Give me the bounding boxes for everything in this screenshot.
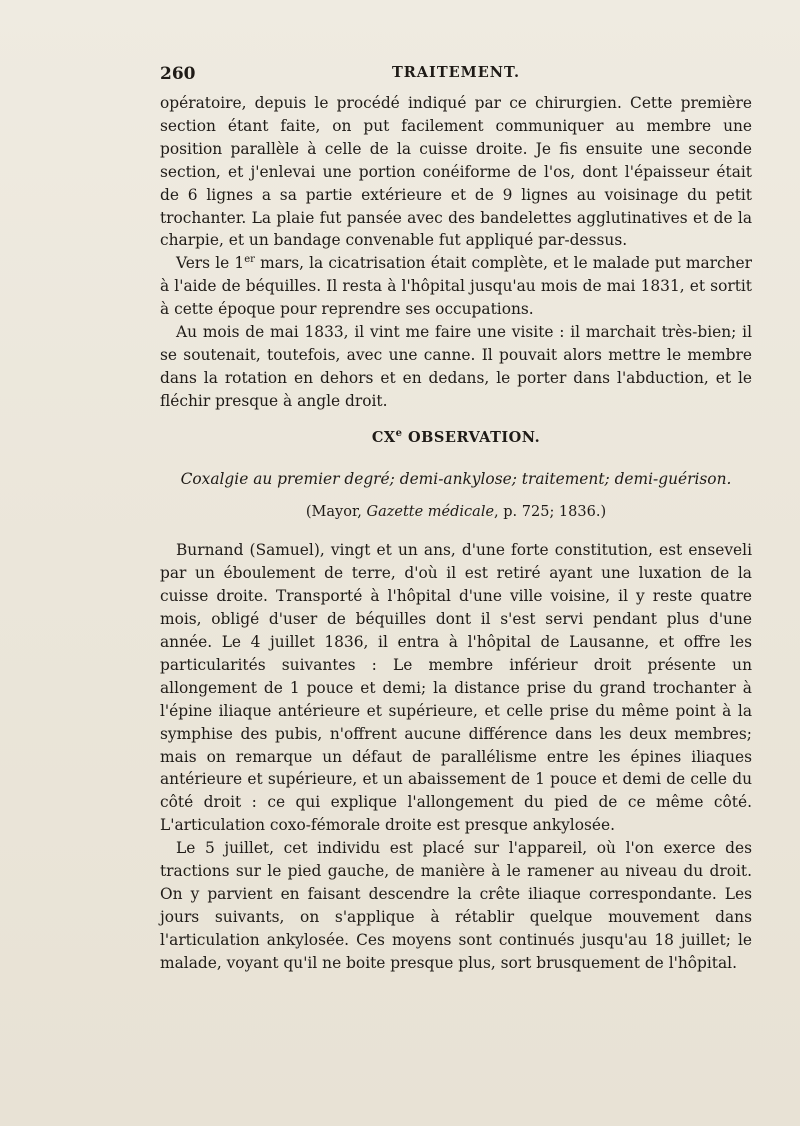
page-number: 260 (160, 64, 196, 84)
heading-label: OBSERVATION. (402, 428, 541, 446)
observation-heading (160, 427, 752, 450)
running-head: TRAITEMENT. (391, 64, 521, 81)
paragraph-cicatrisation (160, 252, 752, 321)
paragraph-treatment: Le 5 juillet, cet individu est placé sur l'appareil, où l'on exerce des tractions sur le pied gauche, de manière à le ramener au niveau du droit. On y parvient en faisant descendre la crête iliaque correspondante. Les jours suivants, on s'applique à rétablir quelque mouvement dans l'articulation ankylosée. Ces moyens sont continués jusqu'au 18 juillet; le malade, voyant qu'il ne boite presque plus, sort brusquement de l'hôpital. (160, 839, 752, 972)
superscript: er (244, 254, 255, 266)
page-body (160, 92, 752, 975)
paragraph-text: mars, la cicatrisation était complète, et le malade put marcher à l'aide de béquilles. Il resta à l'hôpital jusqu'au mois de mai 1831, et sortit à cette époque pour reprendre ses occupations. (160, 254, 752, 319)
observation-subtitle: Coxalgie au premier degré; demi-ankylose; traitement; demi-guérison. (180, 469, 732, 488)
paragraph-case: Burnand (Samuel), vingt et un ans, d'une forte constitution, est enseveli par un éboulement de terre, d'où il est retiré ayant une luxation de la cuisse droite. Transporté à l'hôpital d'une ville voisine, il y reste quatre mois, obligé d'user de béquilles dont il s'est servi pendant plus d'une année. Le 4 juillet 1836, il entra à l'hôpital de Lausanne, et offre les particularités suivantes : Le membre inférieur droit présente un allongement de 1 pouce et demi; la distance prise du grand trochanter à l'épine iliaque antérieure et supérieure, et celle prise du même point à la symphise des pubis, n'offrent aucune différence dans les deux membres; mais on remarque un défaut de parallélisme entre les épines iliaques antérieure et supérieure, et un abaissement de 1 pouce et demi de celle du côté droit : ce qui explique l'allongement du pied de ce même côté. L'articulation coxo-fémorale droite est presque ankylosée. (160, 541, 752, 835)
source-author: (Mayor, (305, 503, 367, 520)
heading-superscript: e (395, 427, 403, 439)
paragraph-text: Vers le 1 (176, 254, 245, 273)
paragraph-visit: Au mois de mai 1833, il vint me faire une visite : il marchait très-bien; il se soutenait, toutefois, avec une canne. Il pouvait alors mettre le membre dans la rotation en dehors et en dedans, le porter dans l'abduction, et le fléchir presque à angle droit. (160, 323, 752, 410)
source-journal: Gazette médicale (366, 503, 495, 520)
source-reference: , p. 725; 1836.) (494, 503, 607, 520)
page-header (160, 64, 752, 90)
heading-numeral: CX (371, 428, 396, 446)
observation-source (160, 501, 752, 524)
paragraph-continuation: opératoire, depuis le procédé indiqué par ce chirurgien. Cette première section étant faite, on put facilement communiquer au membre une position parallèle à celle de la cuisse droite. Je fis ensuite une seconde section, et j'enlevai une portion conéiforme de l'os, dont l'épaisseur était de 6 lignes a sa partie extérieure et de 9 lignes au voisinage du petit trochanter. La plaie fut pansée avec des bandelettes agglutinatives et de la charpie, et un bandage convenable fut appliqué par-dessus. (160, 94, 752, 250)
